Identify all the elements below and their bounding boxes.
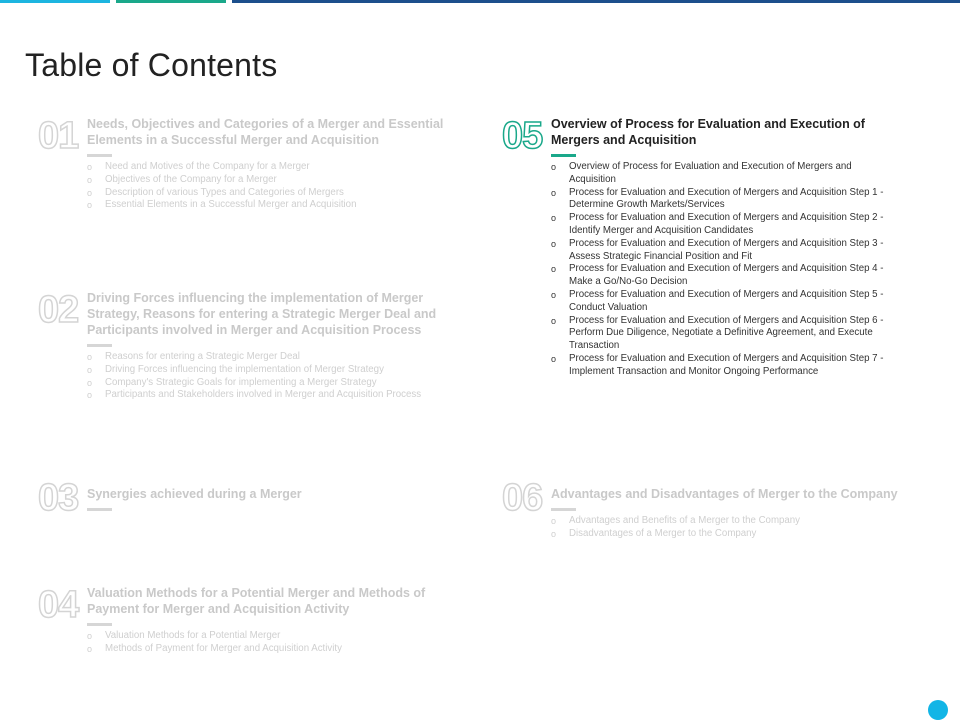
section-heading: Valuation Methods for a Potential Merger and Methods of Payment for Merger and Acquisition Activity xyxy=(87,586,426,616)
bullet-circle-icon: o xyxy=(87,390,93,401)
list-item: o Process for Evaluation and Execution of Mergers and Acquisition Step 7 - Implement Transaction and Monitor Ongoing Performance xyxy=(551,352,884,377)
bullet-circle-icon: o xyxy=(87,364,93,375)
list-item: o Company's Strategic Goals for implementing a Merger Strategy xyxy=(87,376,377,388)
section-heading: Overview of Process for Evaluation and Execution of Mergers and Acquisition xyxy=(551,117,865,147)
bullet-circle-icon: o xyxy=(551,516,557,526)
section-bullets xyxy=(551,161,896,379)
section-bullets xyxy=(87,161,467,212)
bullet-circle-icon: o xyxy=(551,238,557,249)
section-bullets xyxy=(87,351,472,402)
section-number: 01 xyxy=(38,115,79,157)
list-item: o Process for Evaluation and Execution of Mergers and Acquisition Step 3 - Assess Strategic Financial Position and Fit xyxy=(551,237,884,262)
bullet-circle-icon: o xyxy=(87,377,93,388)
list-item: o Advantages and Benefits of a Merger to the Company xyxy=(551,515,801,526)
top-accent-bar-teal xyxy=(116,0,226,3)
page-title: Table of Contents xyxy=(25,47,278,84)
list-item: o Process for Evaluation and Execution of Mergers and Acquisition Step 5 - Conduct Valuation xyxy=(551,288,884,313)
bullet-circle-icon: o xyxy=(551,289,557,300)
section-heading: Needs, Objectives and Categories of a Merger and Essential Elements in a Successful Merger and Acquisition xyxy=(87,117,444,147)
bullet-circle-icon: o xyxy=(551,162,557,172)
bullet-circle-icon: o xyxy=(87,162,93,172)
bullet-circle-icon: o xyxy=(551,264,557,275)
section-number: 03 xyxy=(38,477,79,519)
section-bullets xyxy=(87,630,467,656)
section-heading: Advantages and Disadvantages of Merger to the Company xyxy=(551,487,898,501)
section-number: 05 xyxy=(502,115,543,157)
list-item: o Participants and Stakeholders involved in Merger and Acquisition Process xyxy=(87,389,422,401)
list-item: o Need and Motives of the Company for a Merger xyxy=(87,161,310,172)
section-number: 04 xyxy=(38,584,79,626)
section-heading: Driving Forces influencing the implementation of Merger Strategy, Reasons for entering a Strategic Merger Deal and Participants involved in Merger and Acquisition Process xyxy=(87,291,437,337)
list-item: o Disadvantages of a Merger to the Company xyxy=(551,527,757,539)
bullet-circle-icon: o xyxy=(87,187,93,198)
section-number: 06 xyxy=(502,477,543,519)
list-item: o Reasons for entering a Strategic Merger Deal xyxy=(87,351,300,362)
heading-underline xyxy=(87,508,112,511)
list-item: o Process for Evaluation and Execution of Mergers and Acquisition Step 2 - Identify Merger and Acquisition Candidates xyxy=(551,212,884,236)
bullet-circle-icon: o xyxy=(551,187,557,198)
top-accent-bar-cyan xyxy=(0,0,110,3)
bullet-circle-icon: o xyxy=(87,200,93,211)
bullet-circle-icon: o xyxy=(87,174,93,185)
top-accent-bar-navy xyxy=(232,0,960,3)
bullet-circle-icon: o xyxy=(87,352,93,362)
list-item: o Description of various Types and Categories of Mergers xyxy=(87,186,344,198)
list-item: o Driving Forces influencing the implementation of Merger Strategy xyxy=(87,363,384,375)
section-heading: Synergies achieved during a Merger xyxy=(87,487,302,501)
list-item: o Process for Evaluation and Execution of Mergers and Acquisition Step 4 - Make a Go/No-Go Decision xyxy=(551,263,884,288)
heading-underline xyxy=(87,154,112,157)
section-bullets xyxy=(551,515,941,541)
bullet-circle-icon: o xyxy=(87,631,93,641)
heading-underline xyxy=(551,154,576,157)
list-item: o Methods of Payment for Merger and Acquisition Activity xyxy=(87,642,342,654)
bullet-circle-icon: o xyxy=(551,315,557,326)
list-item: o Valuation Methods for a Potential Merger xyxy=(87,630,281,641)
bullet-circle-icon: o xyxy=(551,528,557,539)
list-item: o Overview of Process for Evaluation and Execution of Mergers and Acquisition xyxy=(551,161,852,185)
heading-underline xyxy=(87,623,112,626)
heading-underline xyxy=(87,344,112,347)
heading-underline xyxy=(551,508,576,511)
list-item: o Process for Evaluation and Execution of Mergers and Acquisition Step 1 - Determine Growth Markets/Services xyxy=(551,186,884,211)
section-number: 02 xyxy=(38,289,79,331)
list-item: o Objectives of the Company for a Merger xyxy=(87,173,277,185)
bullet-circle-icon: o xyxy=(551,353,557,364)
bullet-circle-icon: o xyxy=(551,213,557,224)
bullet-circle-icon: o xyxy=(87,643,93,654)
corner-dot-decoration xyxy=(928,700,948,720)
list-item: o Essential Elements in a Successful Merger and Acquisition xyxy=(87,199,357,211)
list-item: o Process for Evaluation and Execution of Mergers and Acquisition Step 6 - Perform Due Diligence, Negotiate a Definitive Agreement, and Execute Transaction xyxy=(551,314,884,352)
